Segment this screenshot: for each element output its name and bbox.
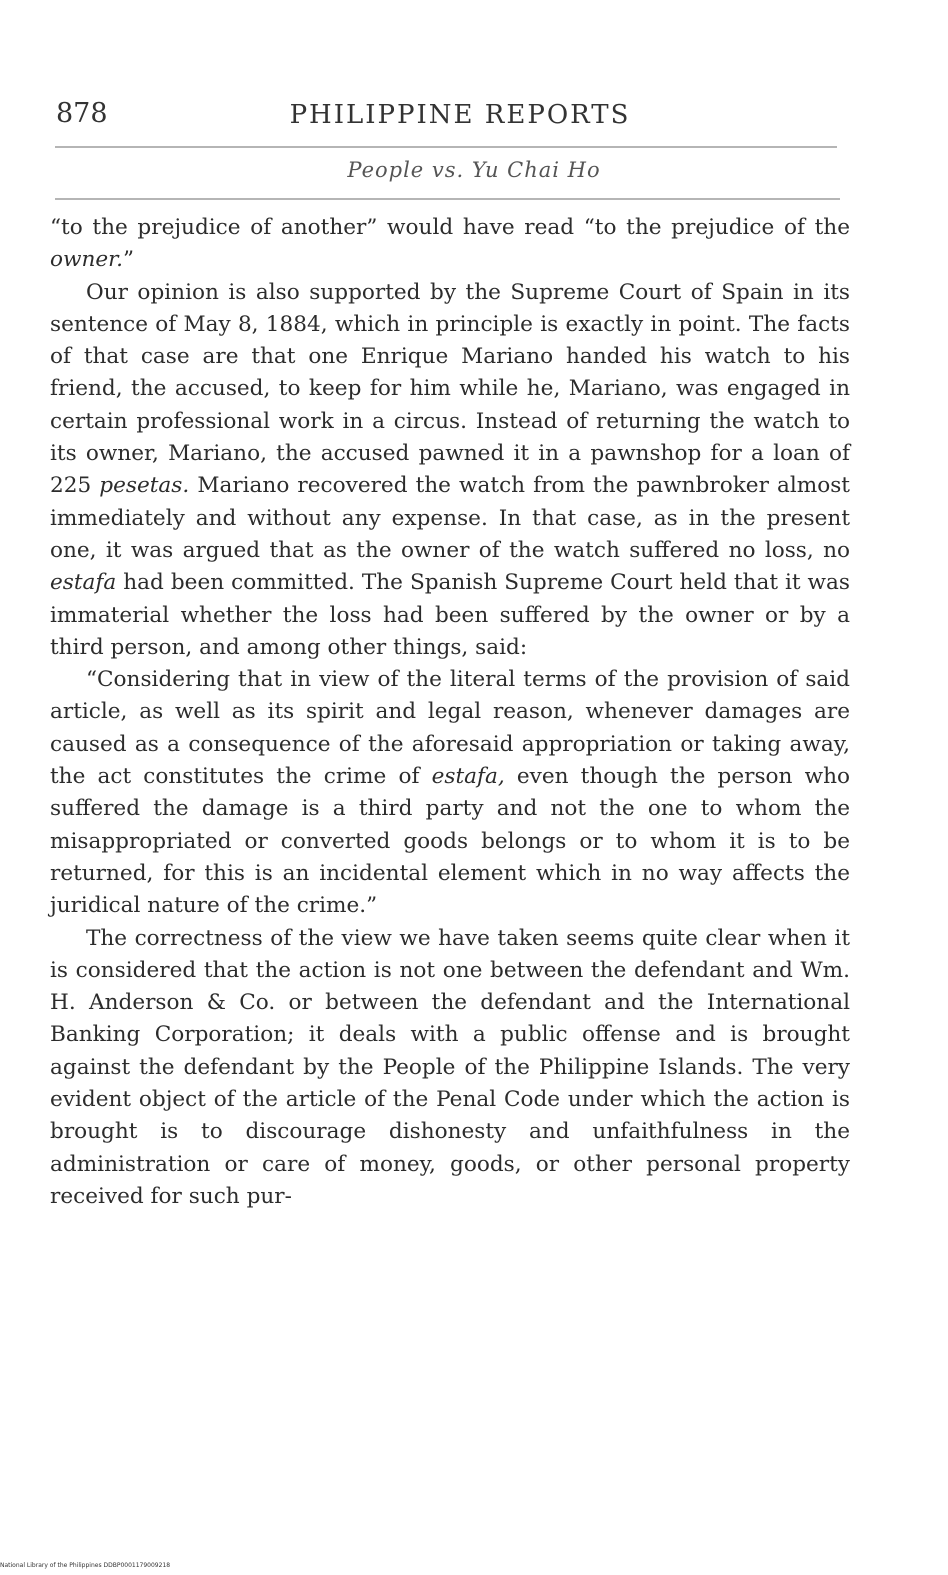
paragraph-continuation [50,212,850,277]
text-run: had been committed. The Spanish Supreme Court held that it was immaterial whether the loss had been suffered by the owner or by a third person, and among other things, said: [50,570,850,660]
italic-term: pesetas. [99,473,190,499]
body-text [50,212,850,1213]
text-run: “to the prejudice of another” would have read “to the prejudice of the [50,215,850,240]
italic-term: owner. [50,247,123,273]
header-rule-bottom [55,198,840,200]
text-run: even though the person who suffered the damage is a third party and not the one to whom the misappropriated or converted goods belongs or to whom it is to be returned, for this is an incidental element which in no way affects the juridical nature of the crime.” [50,764,850,919]
text-run: Our opinion is also supported by the Supreme Court of Spain in its sentence of May 8, 1884, which in principle is exactly in point. The facts of that case are that one Enrique Mariano handed his watch to his friend, the accused, to keep for him while he, Mariano, was engaged in certain professional work in a circus. Instead of returning the watch to its owner, Mariano, the accused pawned it in a pawnshop for a loan of 225 [50,279,850,499]
text-run: ” [122,247,135,273]
italic-term: estafa, [431,764,505,790]
text-run: “Considering that in view of the literal terms of the provision of said article, as well as its spirit and legal reason, whenever damages are caused as a consequence of the aforesaid appropriation or taking away, the act constitutes the crime of [50,667,850,790]
text-run: The correctness of the view we have taken seems quite clear when it is considered that the action is not one between the defendant and Wm. H. Anderson & Co. or between the defendant and the International Banking Corporation; it deals with a public offense and is brought against the defendant by the People of the Philippine Islands. The very evident object of the article of the Penal Code under which the action is brought is to discourage dishonesty and unfaithfulness in the administration or care of money, goods, or other personal property received for such pur- [50,925,850,1209]
paragraph-correctness [50,923,850,1214]
case-title: People vs. Yu Chai Ho [347,158,601,182]
page-number: 878 [56,98,108,129]
archive-footer-note: National Library of the Philippines DDBP0001179009218 [0,1562,171,1569]
paragraph-quotation [50,664,850,922]
paragraph-opinion [50,277,850,665]
italic-term: estafa [50,570,117,596]
running-head: PHILIPPINE REPORTS [289,100,631,130]
header-rule-top [55,146,837,148]
text-run: Mariano recovered the watch from the pawnbroker almost immediately and without any expense. In that case, as in the present one, it was argued that as the owner of the watch suffered no loss, no [50,473,850,563]
